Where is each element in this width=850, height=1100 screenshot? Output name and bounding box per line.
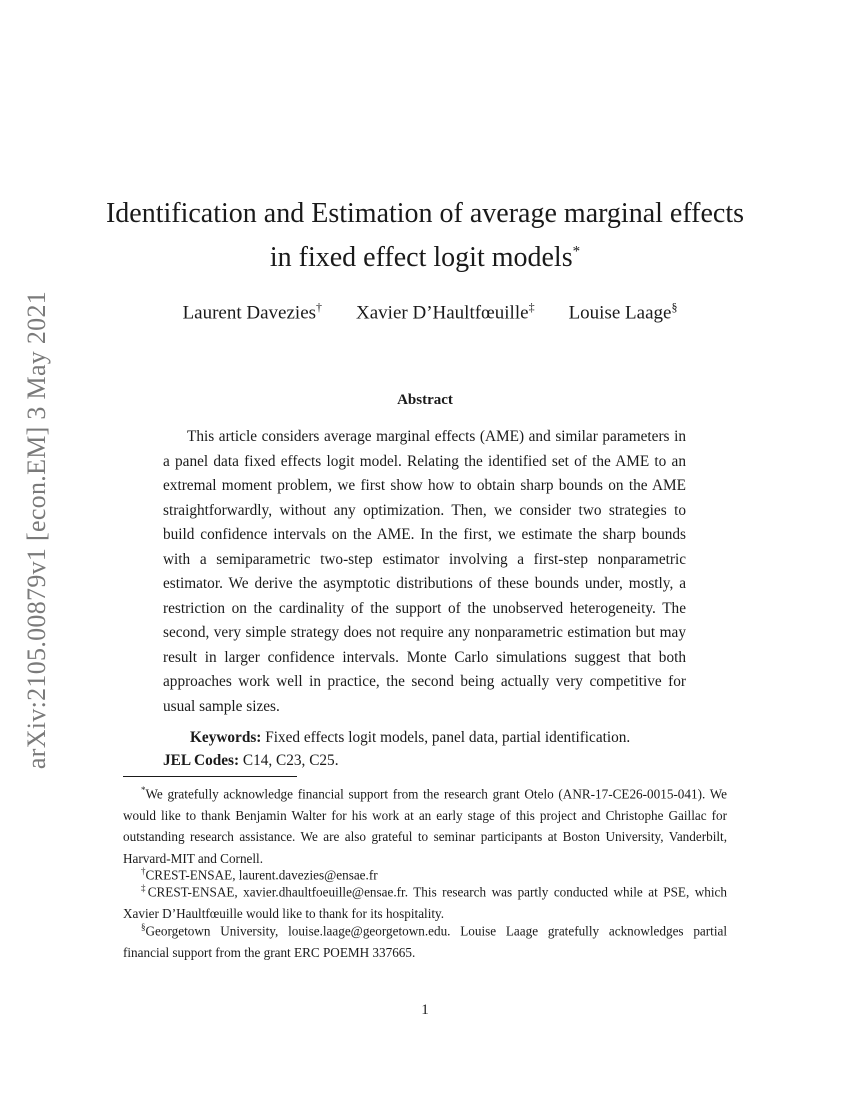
keywords-line <box>190 727 710 749</box>
author-mark: § <box>671 300 678 314</box>
author-name: Louise Laage <box>568 302 672 324</box>
footnote-text: Georgetown University, louise.laage@georgetown.edu. Louise Laage gratefully acknowledges partial financial support from the grant ERC POEMH 337665. <box>123 923 727 960</box>
footnote <box>123 917 727 963</box>
footnote-mark: § <box>141 922 146 932</box>
footnote <box>123 780 727 869</box>
author-mark: ‡ <box>528 300 535 314</box>
footnote-text: We gratefully acknowledge financial support from the research grant Otelo (ANR-17-CE26-0015-041). We would like to thank Benjamin Walter for his work at an early stage of this project and Christophe Gaillac for outstanding research assistance. We are also grateful to seminar participants at Boston University, Vanderbilt, Harvard-MIT and Cornell. <box>123 786 727 866</box>
jel-line <box>163 750 683 772</box>
footnote-mark: * <box>141 785 146 795</box>
page-number: 1 <box>421 1002 429 1018</box>
footnote-text: CREST-ENSAE, xavier.dhaultfoeuille@ensae.fr. This research was partly conducted while at PSE, which Xavier D’Haultfœuille would like to thank for its hospitality. <box>123 884 727 921</box>
arxiv-stamp-text: arXiv:2105.00879v1 [econ.EM] 3 May 2021 <box>22 290 51 770</box>
author-name: Xavier D’Haultfœuille <box>356 302 529 324</box>
author <box>183 300 322 324</box>
footnote-rule <box>123 776 297 777</box>
jel-text: C14, C23, C25. <box>242 752 339 769</box>
paper-title <box>100 192 750 280</box>
author <box>569 300 678 324</box>
abstract-heading: Abstract <box>397 392 453 408</box>
arxiv-stamp <box>12 270 62 790</box>
paper-title-text: Identification and Estimation of average marginal effects in fixed effect logit models <box>105 198 745 273</box>
keywords-text: Fixed effects logit models, panel data, partial identification. <box>265 729 631 746</box>
footnote-mark: ‡ <box>141 883 148 893</box>
title-footnote-mark: * <box>572 243 581 260</box>
author-name: Laurent Davezies <box>182 302 317 324</box>
jel-label: JEL Codes: <box>163 752 240 769</box>
keywords-label: Keywords: <box>190 729 262 746</box>
abstract-body: This article considers average marginal effects (AME) and similar parameters in a panel data fixed effects logit model. Relating the identified set of the AME to an extremal moment problem, we first show how to obtain sharp bounds on the AME straightforwardly, without any optimization. Then, we consider two strategies to build confidence intervals on the AME. In the first, we estimate the sharp bounds with a semiparametric two-step estimator involving a first-step nonparametric estimator. We derive the asymptotic distributions of these bounds under, mostly, a restriction on the cardinality of the support of the unobserved heterogeneity. The second, very simple strategy does not require any nonparametric estimation but may result in larger confidence intervals. Monte Carlo simulations suggest that both approaches work well in practice, the second being actually very competitive for usual sample sizes. <box>163 428 686 715</box>
footnote-mark: † <box>141 866 146 876</box>
author <box>356 300 535 324</box>
author-list <box>120 300 740 324</box>
footnote-text: CREST-ENSAE, laurent.davezies@ensae.fr <box>145 867 378 883</box>
author-mark: † <box>316 300 323 314</box>
